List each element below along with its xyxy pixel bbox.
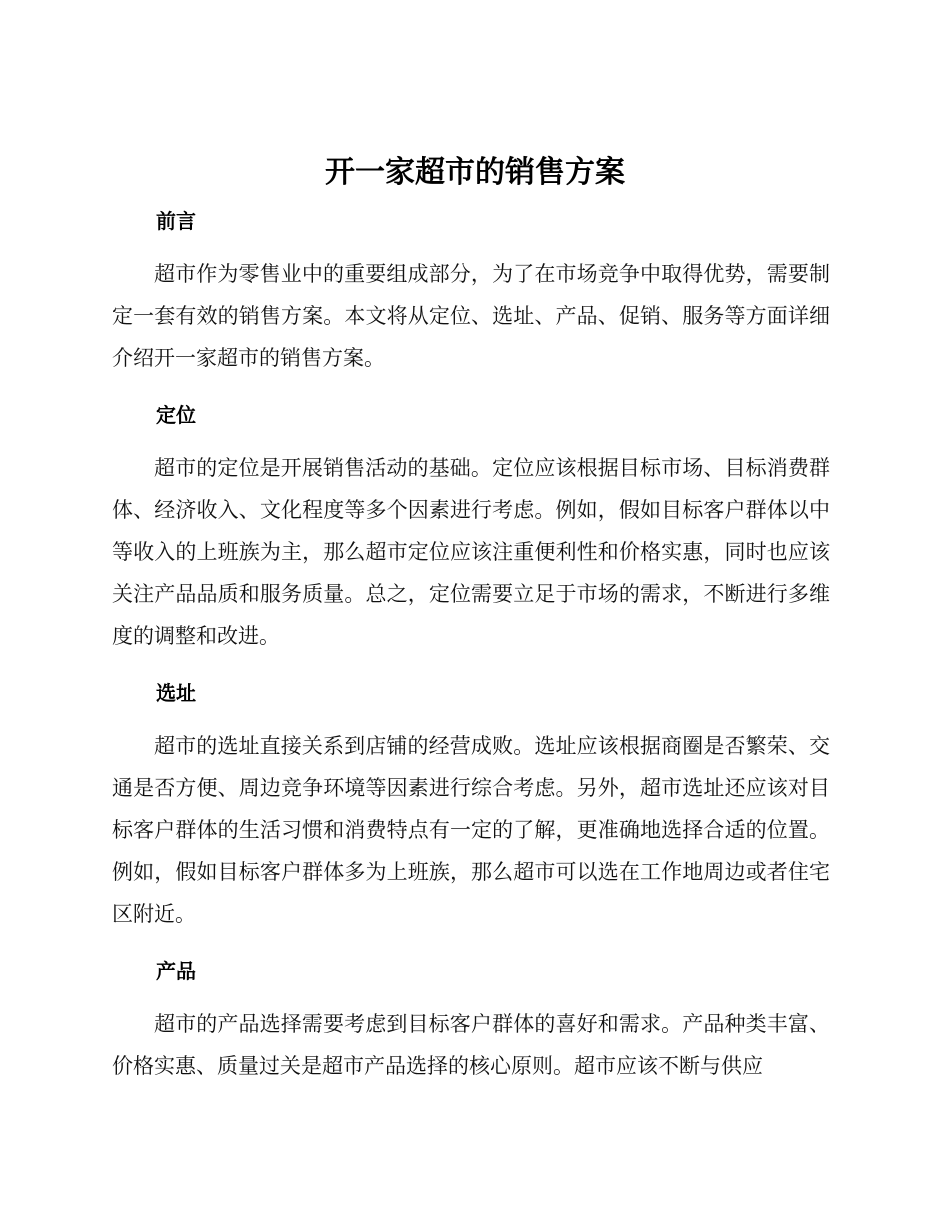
document-title: 开一家超市的销售方案 <box>325 155 625 190</box>
section-heading-site-selection: 选址 <box>156 681 196 705</box>
section-paragraph-site-selection: 超市的选址直接关系到店铺的经营成败。选址应该根据商圈是否繁荣、交通是否方便、周边竞争环境等因素进行综合考虑。另外，超市选址还应该对目标客户群体的生活习惯和消费特点有一定的了解，更准确地选择合适的位置。例如，假如目标客户群体多为上班族，那么超市可以选在工作地周边或者住宅区附近。 <box>112 734 830 926</box>
section-paragraph-positioning: 超市的定位是开展销售活动的基础。定位应该根据目标市场、目标消费群体、经济收入、文化程度等多个因素进行考虑。例如，假如目标客户群体以中等收入的上班族为主，那么超市定位应该注重便利性和价格实惠，同时也应该关注产品品质和服务质量。总之，定位需要立足于市场的需求，不断进行多维度的调整和改进。 <box>112 456 830 648</box>
section-heading-positioning: 定位 <box>156 403 196 427</box>
section-heading-preface: 前言 <box>156 209 196 233</box>
section-paragraph-preface: 超市作为零售业中的重要组成部分，为了在市场竞争中取得优势，需要制定一套有效的销售方案。本文将从定位、选址、产品、促销、服务等方面详细介绍开一家超市的销售方案。 <box>112 262 830 370</box>
section-heading-products: 产品 <box>156 959 196 983</box>
section-paragraph-products: 超市的产品选择需要考虑到目标客户群体的喜好和需求。产品种类丰富、价格实惠、质量过关是超市产品选择的核心原则。超市应该不断与供应 <box>112 1012 830 1078</box>
